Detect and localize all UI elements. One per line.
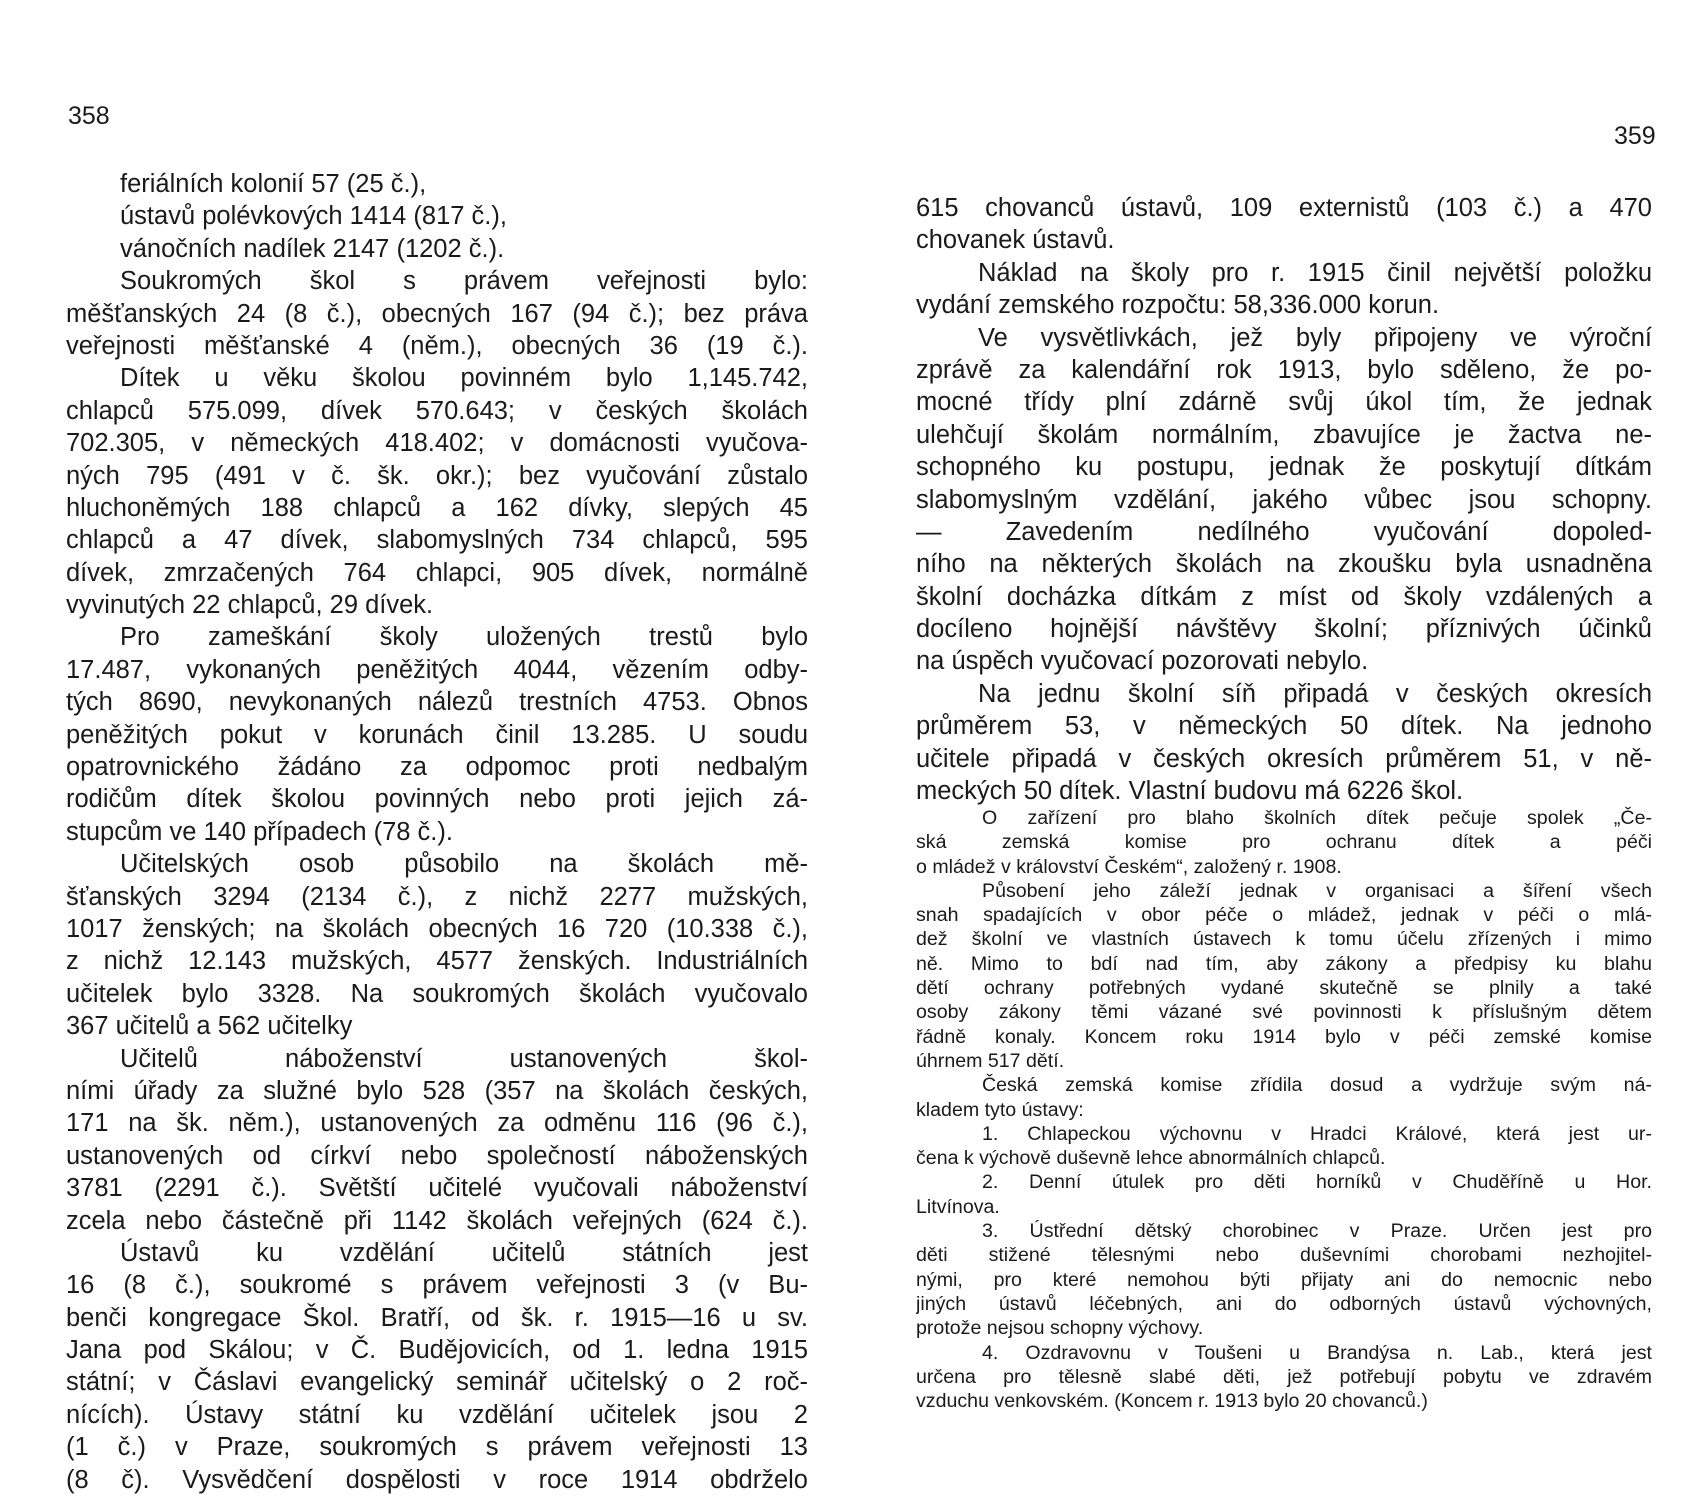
text-line: dívek, zmrzačených 764 chlapci, 905 dívek, normálně: [66, 558, 808, 587]
small-text-line: kladem tyto ústavy:: [916, 1098, 1084, 1121]
text-line: 615 chovanců ústavů, 109 externistů (103 č.) a 470: [916, 194, 1652, 222]
text-line: 3781 (2291 č.). Světští učitelé vyučovali náboženství: [66, 1174, 808, 1203]
page-number-right: 359: [1614, 122, 1656, 150]
small-text-line: 3. Ústřední dětský chorobinec v Praze. Určen jest pro: [982, 1220, 1652, 1243]
text-line: zcela nebo částečně při 1142 školách veřejných (624 č.).: [66, 1206, 808, 1235]
text-line: slabomyslným vzdělání, jakého vůbec jsou schopny.: [916, 485, 1652, 514]
text-line: zprávě za kalendářní rok 1913, bylo sděleno, že po-: [916, 355, 1652, 384]
small-text-line: Působení jeho záleží jednak v organisaci a šíření všech: [982, 879, 1652, 902]
footnote-block: [916, 806, 1652, 1413]
small-text-line: určena pro tělesně slabé děti, jež potřebují pobytu ve zdravém: [916, 1365, 1652, 1388]
text-line: Učitelů náboženství ustanovených škol-: [120, 1044, 808, 1073]
left-page-column: [66, 168, 808, 1496]
text-line: Soukromých škol s právem veřejnosti bylo:: [120, 267, 808, 296]
text-line: Na jednu školní síň připadá v českých okresích: [978, 679, 1652, 708]
text-line: šťanských 3294 (2134 č.), z nichž 2277 mužských,: [66, 882, 808, 911]
text-line: Jana pod Skálou; v Č. Budějovicích, od 1. ledna 1915: [66, 1336, 808, 1365]
right-page-column: [916, 192, 1652, 807]
text-line: tých 8690, nevykonaných nálezů trestních 4753. Obnos: [66, 688, 808, 717]
text-line: ního na některých školách na zkoušku byla usnadněna: [916, 550, 1652, 579]
text-line: veřejnosti měšťanské 4 (něm.), obecných 36 (19 č.).: [66, 331, 808, 360]
text-line: Ve vysvětlivkách, jež byly připojeny ve výroční: [978, 323, 1652, 352]
text-line: Pro zameškání školy uložených trestů bylo: [120, 623, 808, 652]
text-line: vyvinutých 22 chlapců, 29 dívek.: [66, 591, 434, 620]
text-line: benči kongregace Škol. Bratří, od šk. r. 1915—16 u sv.: [66, 1303, 808, 1332]
small-text-line: řádně konaly. Koncem roku 1914 bylo v péči zemské komise: [916, 1025, 1652, 1048]
text-line: učitele připadá v českých okresích průměrem 51, v ně-: [916, 744, 1652, 773]
small-text-line: čena k výchově duševně lehce abnormálních chlapců.: [916, 1147, 1386, 1170]
small-text-line: snah spadajících v obor péče o mládež, jednak v péči o mlá-: [916, 904, 1652, 927]
text-line: z nichž 12.143 mužských, 4577 ženských. Industriálních: [66, 947, 808, 976]
text-line: (8 č). Vysvědčení dospělosti v roce 1914 obdrželo: [66, 1465, 808, 1494]
text-line: průměrem 53, v německých 50 dítek. Na jednoho: [916, 712, 1652, 741]
small-text-line: úhrnem 517 dětí.: [916, 1049, 1065, 1072]
small-text-line: 4. Ozdravovnu v Toušeni u Brandýsa n. Lab., která jest: [982, 1341, 1652, 1364]
small-text-line: osoby zákony těmi vázané své povinnosti k příslušným dětem: [916, 1001, 1652, 1024]
text-line: 367 učitelů a 562 učitelky: [66, 1012, 353, 1041]
small-text-line: O zařízení pro blaho školních dítek pečuje spolek „Če-: [982, 807, 1652, 829]
text-line: nících). Ústavy státní ku vzdělání učitelek jsou 2: [66, 1400, 808, 1429]
text-line: vydání zemského rozpočtu: 58,336.000 korun.: [916, 291, 1440, 320]
small-text-line: dež školní ve vlastních ústavech k tomu účelu zřízených i mimo: [916, 928, 1652, 951]
small-text-line: dětí ochrany potřebných vydané skutečně se plnily a také: [916, 977, 1652, 1000]
text-line: opatrovnického žádáno za odpomoc proti nedbalým: [66, 753, 808, 782]
text-line: 702.305, v německých 418.402; v domácnosti vyučova-: [66, 429, 808, 458]
text-line: schopného ku postupu, jednak že poskytují dítkám: [916, 453, 1652, 482]
text-line: feriálních kolonií 57 (25 č.),: [120, 170, 427, 198]
text-line: 1017 ženských; na školách obecných 16 720 (10.338 č.),: [66, 914, 808, 943]
small-text-line: nými, pro které nemohou býti přijaty ani do nemocnic nebo: [916, 1268, 1652, 1291]
small-text-line: Litvínova.: [916, 1195, 1000, 1218]
small-text-line: Česká zemská komise zřídila dosud a vydržuje svým ná-: [982, 1074, 1652, 1097]
text-line: 16 (8 č.), soukromé s právem veřejnosti 3 (v Bu-: [66, 1271, 808, 1300]
text-line: ulehčují školám normálním, zbavujíce je žactva ne-: [916, 420, 1652, 449]
text-line: — Zavedením nedílného vyučování dopoled-: [916, 517, 1652, 546]
small-text-line: o mládež v království Českém“, založený r. 1908.: [916, 855, 1342, 878]
small-text-line: protože nejsou schopny výchovy.: [916, 1317, 1204, 1340]
text-line: (1 č.) v Praze, soukromých s právem veřejnosti 13: [66, 1433, 808, 1462]
text-line: stupcům ve 140 případech (78 č.).: [66, 817, 453, 846]
text-line: ustanovených od církví nebo společností náboženských: [66, 1141, 808, 1170]
text-line: docíleno hojnější návštěvy školní; příznivých účinků: [916, 615, 1652, 644]
text-line: ústavů polévkových 1414 (817 č.),: [120, 202, 507, 231]
text-line: chlapců 575.099, dívek 570.643; v českých školách: [66, 396, 808, 425]
text-line: 171 na šk. něm.), ustanovených za odměnu 116 (96 č.),: [66, 1109, 808, 1138]
small-text-line: ně. Mimo to bdí nad tím, aby zákony a předpisy ku blahu: [916, 952, 1652, 975]
text-line: Učitelských osob působilo na školách mě-: [120, 850, 808, 879]
text-line: Náklad na školy pro r. 1915 činil největší položku: [978, 258, 1652, 287]
text-line: školní docházka dítkám z míst od školy vzdálených a: [916, 582, 1652, 611]
small-text-line: jiných ústavů léčebných, ani do odborných ústavů výchovných,: [916, 1292, 1652, 1315]
text-line: ných 795 (491 v č. šk. okr.); bez vyučování zůstalo: [66, 461, 808, 490]
text-line: chlapců a 47 dívek, slabomyslných 734 chlapců, 595: [66, 526, 808, 555]
text-line: Dítek u věku školou povinném bylo 1,145.742,: [120, 364, 808, 393]
text-line: státní; v Čáslavi evangelický seminář učitelský o 2 roč-: [66, 1368, 808, 1397]
text-line: rodičům dítek školou povinných nebo proti jejich zá-: [66, 785, 808, 814]
text-line: učitelek bylo 3328. Na soukromých školách vyučovalo: [66, 979, 808, 1008]
small-text-line: ská zemská komise pro ochranu dítek a péči: [916, 831, 1652, 854]
text-line: na úspěch vyučovací pozorovati nebylo.: [916, 647, 1369, 676]
text-line: 17.487, vykonaných peněžitých 4044, vězením odby-: [66, 655, 808, 684]
text-line: měšťanských 24 (8 č.), obecných 167 (94 č.); bez práva: [66, 299, 808, 328]
text-line: mocné třídy plní zdárně svůj úkol tím, že jednak: [916, 388, 1652, 417]
small-text-line: děti stižené tělesnými nebo duševními chorobami nezhojitel-: [916, 1244, 1652, 1267]
small-text-line: vzduchu venkovském. (Koncem r. 1913 bylo 20 chovanců.): [916, 1390, 1428, 1413]
text-line: hluchoněmých 188 chlapců a 162 dívky, slepých 45: [66, 493, 808, 522]
text-line: chovanek ústavů.: [916, 226, 1115, 255]
small-text-line: 2. Denní útulek pro děti horníků v Chuděříně u Hor.: [982, 1171, 1652, 1194]
small-text-line: 1. Chlapeckou výchovnu v Hradci Králové, která jest ur-: [982, 1122, 1652, 1145]
text-line: meckých 50 dítek. Vlastní budovu má 6226 škol.: [916, 777, 1464, 806]
text-line: Ústavů ku vzdělání učitelů státních jest: [120, 1238, 808, 1267]
text-line: peněžitých pokut v korunách činil 13.285. U soudu: [66, 720, 808, 749]
text-line: vánočních nadílek 2147 (1202 č.).: [120, 234, 505, 263]
page-number-left: 358: [68, 102, 110, 130]
text-line: ními úřady za služné bylo 528 (357 na školách českých,: [66, 1076, 808, 1105]
